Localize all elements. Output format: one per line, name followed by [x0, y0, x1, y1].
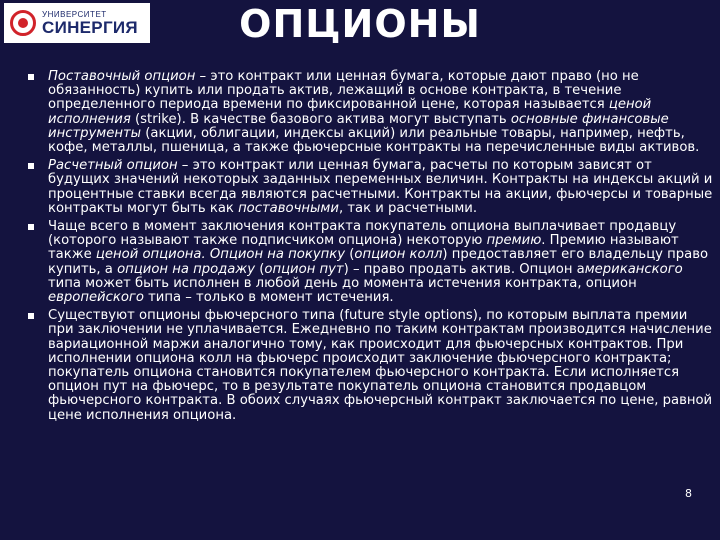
italic-term: ценой опциона. Опцион на покупку [95, 247, 346, 263]
slide-title: ОПЦИОНЫ [239, 2, 481, 46]
italic-term: опцион колл [354, 247, 443, 263]
text-run: типа – только в момент истечения. [143, 290, 394, 306]
page-number: 8 [685, 487, 692, 500]
text-run: Чаще всего в момент заключения контракта покупатель опциона выплачивает продавцу (которого называют также подписчиком опциона) некоторую [48, 219, 677, 249]
text-run: типа может быть исполнен в любой день до момента истечения контракта, опцион [48, 275, 637, 291]
text-run: , так и расчетными. [338, 200, 478, 216]
italic-term: мериканского [584, 261, 683, 277]
bullet-item [28, 159, 714, 216]
bullet-item [28, 309, 714, 423]
italic-term: премию [486, 233, 542, 249]
bullet-item [28, 220, 714, 305]
bullet-square-icon [28, 313, 34, 319]
logo-main-text: СИНЕРГИЯ [42, 17, 138, 37]
italic-term: Расчетный опцион – [48, 158, 189, 174]
bullet-list [28, 70, 714, 427]
bullet-square-icon [28, 163, 34, 169]
text-run: ( [255, 261, 265, 277]
bullet-square-icon [28, 74, 34, 80]
italic-term: опцион пут [264, 261, 344, 277]
text-run: это контракт или ценная бумага, расчеты по которым зависят от будущих значений некоторых заданных переменных величин. Контракты на индексы акций и процентные ставки всегда являются расчетными. Контракты на акции, фьючерсы и товарные контракты могут быть как [48, 158, 713, 216]
text-run: ) предоставляет его владельцу право купить, а [48, 247, 709, 277]
italic-term: европейского [48, 290, 144, 306]
italic-term: ценой исполнения [48, 97, 652, 127]
text-run: Существуют опционы фьючерсного типа (future style options), по которым выплата премии при заключении не уплачивается. Ежедневно по таким контрактам производится начисление вариационной маржи аналогично тому, как происходит для фьючерсных контрактов. При исполнении опциона колл на фьючерс происходит заключение фьючерсного контракта; покупатель опциона становится покупателем фьючерсного контракта. Если исполняется опцион пут на фьючерс, то в результате покупатель опциона становится продавцом фьючерсного контракта. В обоих случаях фьючерсный контракт заключается по цене, равной цене исполнения опциона. [48, 308, 713, 423]
text-run: . Премию называют также [48, 233, 679, 263]
italic-term: опцион на продажу [117, 261, 256, 277]
bullet-item [28, 70, 714, 155]
text-run: ( [345, 247, 355, 263]
text-run: (strike). В качестве базового актива могут выступать [130, 111, 511, 127]
italic-term: Поставочный опцион – [48, 69, 207, 84]
italic-term: поставочными [238, 200, 339, 216]
italic-term: основные финансовые инструменты [48, 111, 669, 141]
bullet-square-icon [28, 224, 34, 230]
text-run: (акции, облигации, индексы акций) или реальные товары, например, нефть, кофе, металлы, пшеница, а также фьючерсные контракты на перечисленные виды активов. [48, 125, 700, 156]
text-run: это контракт или ценная бумага, которые дают право (но не обязанность) купить или продать актив, лежащий в основе контракта, в течение определенного периода времени по фиксированной цене, которая называется [48, 69, 639, 113]
text-run: ) – право продать актив. Опцион а [343, 261, 585, 277]
logo-top-text: УНИВЕРСИТЕТ [42, 9, 107, 19]
